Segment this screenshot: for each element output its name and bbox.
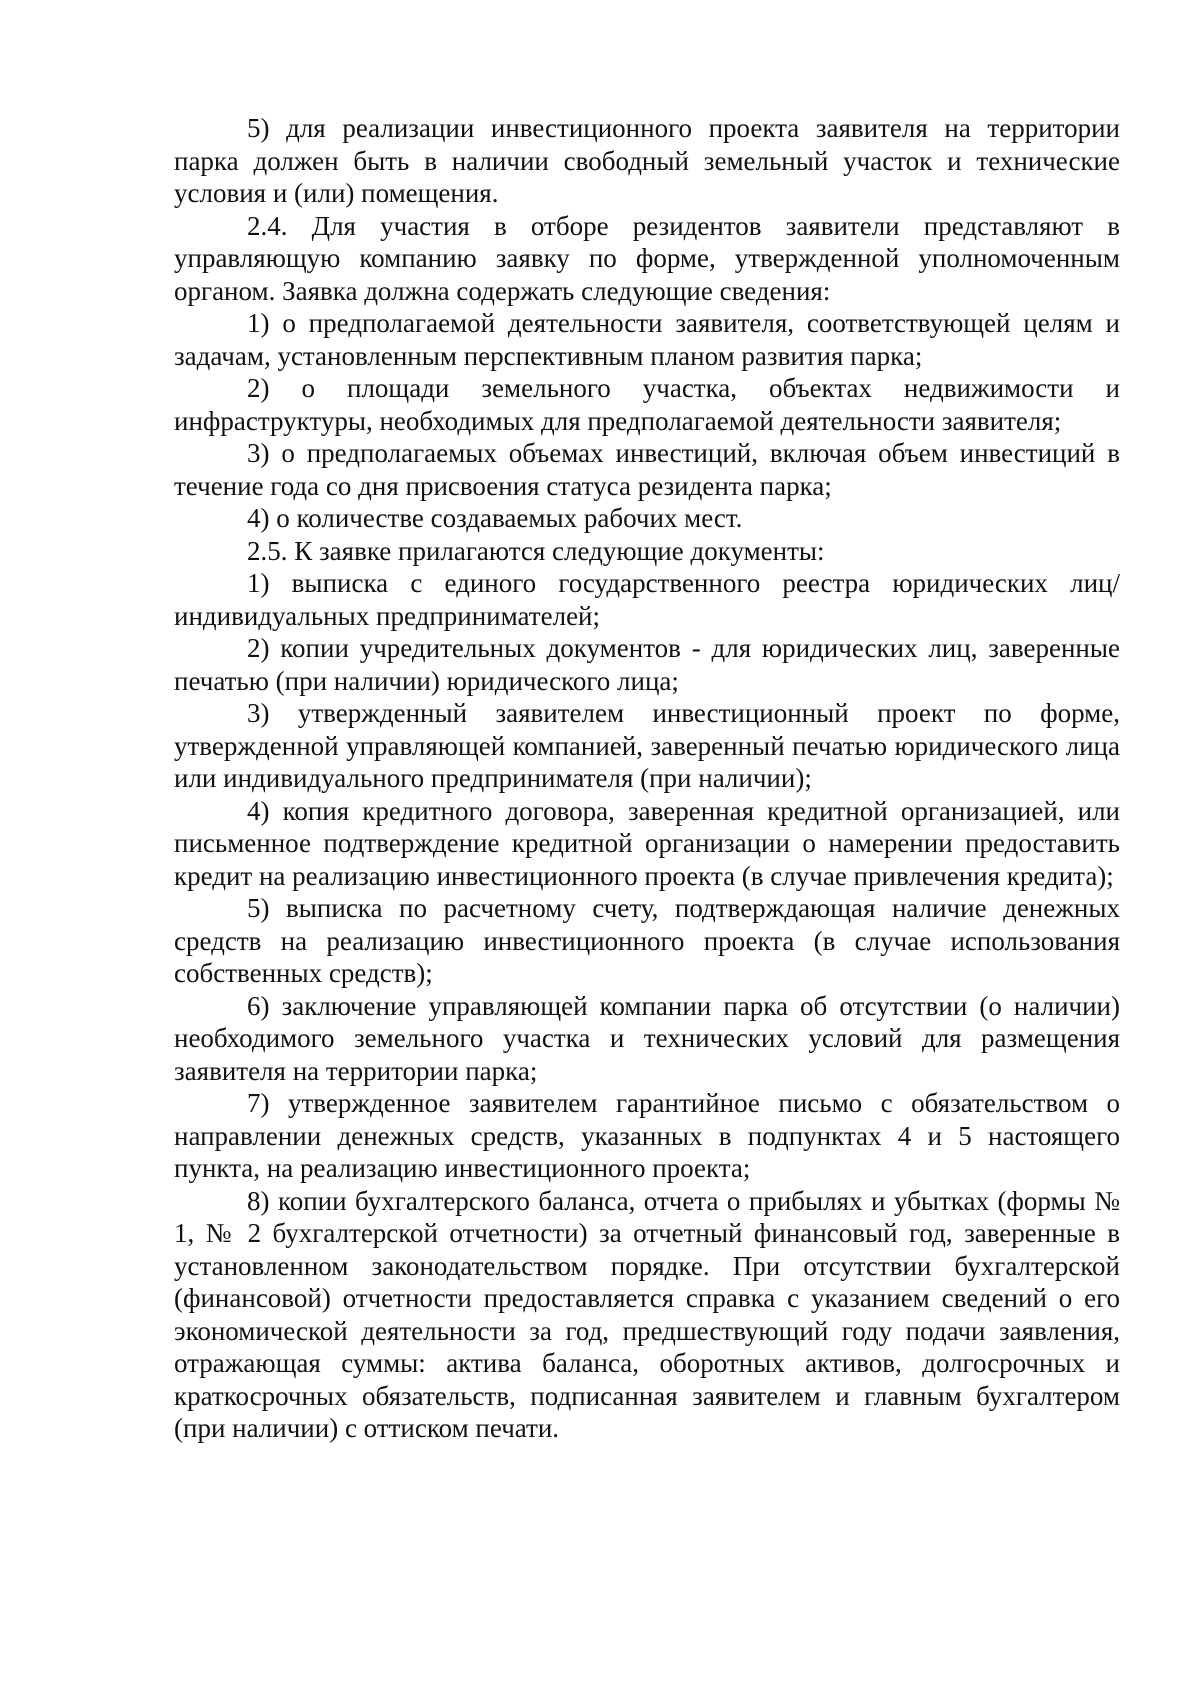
paragraph-2-5: 2.5. К заявке прилагаются следующие документы: [247, 535, 825, 566]
paragraph-2-4-item-3: 3) о предполагаемых объемах инвестиций, включая объем инвестиций в течение года со дня присвоения статуса резидента парка; [174, 438, 1120, 501]
paragraph-2-5-item-8: 8) копии бухгалтерского баланса, отчета о прибылях и убытках (формы № 1, № 2 бухгалтерской отчетности) за отчетный финансовый год, заверенные в установленном законодательством порядке. При отсутствии бухгалтерской (финансовой) отчетности предоставляется справка с указанием сведений о его экономической деятельности за год, предшествующий году подачи заявления, отражающая суммы: актива баланса, оборотных активов, долгосрочных и краткосрочных обязательств, подписанная заявителем и главным бухгалтером (при наличии) с оттиском печати. [174, 1185, 1120, 1443]
paragraph-2-5-item-4: 4) копия кредитного договора, заверенная кредитной организацией, или письменное подтверждение кредитной организации о намерении предоставить кредит на реализацию инвестиционного проекта (в случае привлечения кредита); [174, 795, 1120, 891]
paragraph-2-4-item-4: 4) о количестве создаваемых рабочих мест. [247, 503, 743, 533]
paragraph-2-4: 2.4. Для участия в отборе резидентов заявители представляют в управляющую компанию заявку по форме, утвержденной уполномоченным органом. Заявка должна содержать следующие сведения: [174, 210, 1120, 306]
paragraph-item-5-land: 5) для реализации инвестиционного проекта заявителя на территории парка должен быть в наличии свободный земельный участок и технические условия и (или) помещения. [174, 113, 1120, 208]
paragraph-2-4-item-2: 2) о площади земельного участка, объектах недвижимости и инфраструктуры, необходимых для предполагаемой деятельности заявителя; [174, 373, 1120, 436]
document-page [174, 112, 1120, 1445]
paragraph-2-5-item-1: 1) выписка с единого государственного реестра юридических лиц/ индивидуальных предпринимателей; [174, 568, 1120, 631]
paragraph-2-5-item-3: 3) утвержденный заявителем инвестиционный проект по форме, утвержденной управляющей компанией, заверенный печатью юридического лица или индивидуального предпринимателя (при наличии); [174, 698, 1120, 793]
paragraph-2-5-item-6: 6) заключение управляющей компании парка об отсутствии (о наличии) необходимого земельного участка и технических условий для размещения заявителя на территории парка; [174, 990, 1120, 1086]
paragraph-2-5-item-7: 7) утвержденное заявителем гарантийное письмо с обязательством о направлении денежных средств, указанных в подпунктах 4 и 5 настоящего пункта, на реализацию инвестиционного проекта; [174, 1088, 1120, 1183]
paragraph-2-5-item-5: 5) выписка по расчетному счету, подтверждающая наличие денежных средств на реализацию инвестиционного проекта (в случае использования собственных средств); [174, 893, 1120, 988]
paragraph-2-5-item-2: 2) копии учредительных документов - для юридических лиц, заверенные печатью (при наличии) юридического лица; [174, 633, 1120, 696]
paragraph-2-4-item-1: 1) о предполагаемой деятельности заявителя, соответствующей целям и задачам, установленным перспективным планом развития парка; [174, 308, 1120, 371]
